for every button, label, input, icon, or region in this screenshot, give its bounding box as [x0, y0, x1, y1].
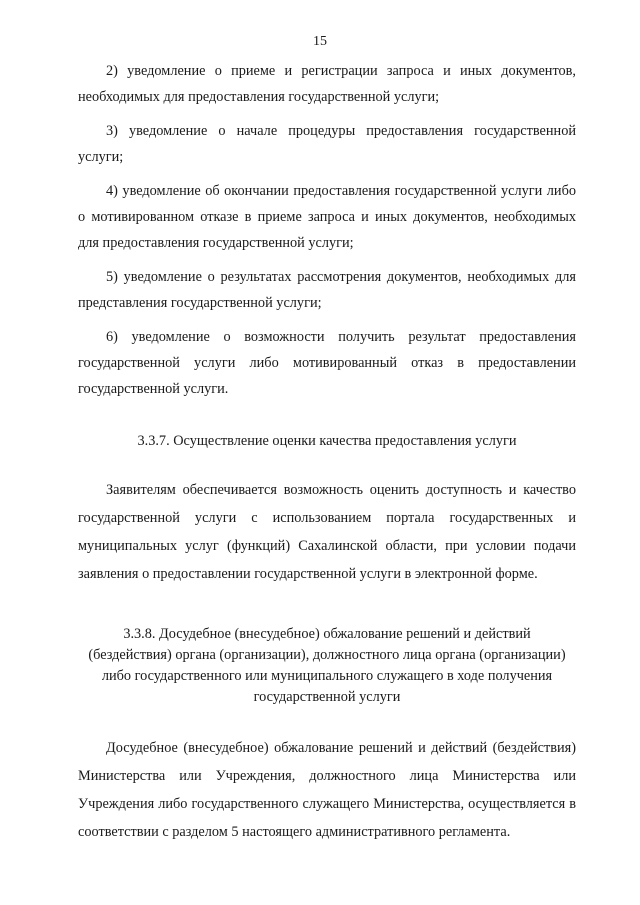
section-3-3-8-title	[78, 624, 576, 708]
section-3-3-8-title-line: государственной услуги	[253, 689, 401, 705]
page-number: 15	[313, 34, 327, 49]
document-body	[78, 58, 576, 854]
section-3-3-8-body: Досудебное (внесудебное) обжалование решений и действий (бездействия) Министерства или Учреждения, должностного лица Министерства или Учреждения либо государственного служащего Министерства, осуществляется в соответствии с разделом 5 настоящего административного регламента.	[78, 740, 576, 840]
list-item: 3) уведомление о начале процедуры предоставления государственной услуги;	[78, 123, 576, 165]
list-item: 6) уведомление о возможности получить результат предоставления государственной услуги либо мотивированный отказ в предоставлении государственной услуги.	[78, 329, 576, 397]
section-3-3-7-body: Заявителям обеспечивается возможность оценить доступность и качество государственной услуги с использованием портала государственных и муниципальных услуг (функций) Сахалинской области, при условии подачи заявления о предоставлении государственной услуги в электронной форме.	[78, 482, 576, 582]
section-3-3-8-title-line: (бездействия) органа (организации), должностного лица органа (организации)	[88, 647, 566, 663]
list-item: 4) уведомление об окончании предоставления государственной услуги либо о мотивированном отказе в приеме запроса и иных документов, необходимых для предоставления государственной услуги;	[78, 183, 576, 251]
section-3-3-8-title-line: 3.3.8. Досудебное (внесудебное) обжалование решений и действий	[123, 626, 531, 642]
section-3-3-8-title-line: либо государственного или муниципального служащего в ходе получения	[101, 668, 553, 684]
list-item: 2) уведомление о приеме и регистрации запроса и иных документов, необходимых для предоставления государственной услуги;	[78, 63, 576, 105]
section-3-3-7-title: 3.3.7. Осуществление оценки качества предоставления услуги	[137, 433, 517, 449]
list-item: 5) уведомление о результатах рассмотрения документов, необходимых для представления государственной услуги;	[78, 269, 576, 311]
